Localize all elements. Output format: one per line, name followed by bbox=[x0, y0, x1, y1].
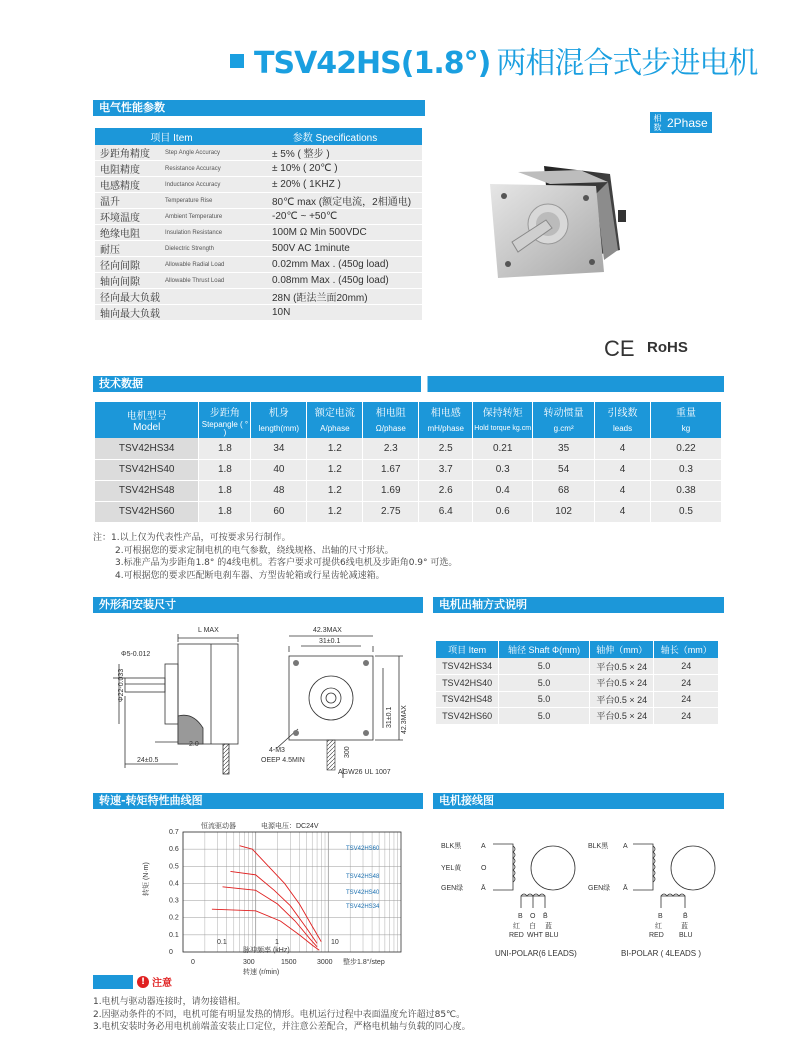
table-cell: 0.21 bbox=[473, 438, 533, 459]
ce-mark: CE bbox=[604, 336, 635, 361]
table-cell: 1.69 bbox=[363, 480, 419, 501]
svg-text:A: A bbox=[481, 843, 486, 850]
svg-text:10: 10 bbox=[331, 939, 339, 946]
table-cell: 5.0 bbox=[499, 691, 590, 708]
table-row bbox=[436, 675, 719, 692]
table-cell: 4 bbox=[595, 459, 651, 480]
caution-header: ! 注意 bbox=[137, 974, 172, 989]
y-tick-label: 0 bbox=[169, 949, 173, 956]
table-cell: 60 bbox=[251, 501, 307, 522]
svg-text:蓝: 蓝 bbox=[681, 923, 688, 930]
param-value: 100M Ω Min 500VDC bbox=[248, 225, 422, 241]
table-row bbox=[95, 257, 422, 273]
param-name-en bbox=[160, 305, 248, 321]
table-cell: 5.0 bbox=[499, 658, 590, 675]
param-value: 80℃ max (额定电流，2相通电) bbox=[248, 193, 422, 209]
torque-curve bbox=[240, 846, 322, 942]
table-cell: 0.3 bbox=[651, 459, 722, 480]
column-header: 额定电流 bbox=[307, 402, 363, 420]
svg-text:B̄: B̄ bbox=[543, 913, 548, 920]
table-cell: 0.6 bbox=[473, 501, 533, 522]
svg-text:Φ5-0.012: Φ5-0.012 bbox=[121, 651, 151, 658]
param-name: 温升 bbox=[95, 193, 160, 209]
column-header-en: A/phase bbox=[307, 420, 363, 438]
table-cell: TSV42HS34 bbox=[95, 438, 199, 459]
table-row bbox=[95, 209, 422, 225]
torque-chart bbox=[93, 816, 423, 976]
param-value: ± 10% ( 20℃ ) bbox=[248, 161, 422, 177]
table-cell: TSV42HS40 bbox=[95, 459, 199, 480]
table-cell: 68 bbox=[533, 480, 595, 501]
note-item: 4.可根据您的要求匹配断电刹车器、方型齿轮箱或行星齿轮减速箱。 bbox=[115, 570, 385, 581]
title-square-icon bbox=[230, 54, 244, 68]
svg-text:AGW26 UL 1007: AGW26 UL 1007 bbox=[338, 769, 391, 776]
table-cell: TSV42HS40 bbox=[436, 675, 499, 692]
param-value: ± 5% ( 整步 ) bbox=[248, 145, 422, 161]
svg-text:转速 (r/min): 转速 (r/min) bbox=[243, 969, 280, 976]
y-tick-label: 0.3 bbox=[169, 897, 179, 905]
svg-text:Ā: Ā bbox=[481, 885, 486, 892]
column-header: 保持转矩 bbox=[473, 402, 533, 420]
table-cell: 2.75 bbox=[363, 501, 419, 522]
svg-text:31±0.1: 31±0.1 bbox=[386, 706, 393, 728]
param-name-en: Allowable Thrust Load bbox=[160, 273, 248, 289]
table-cell: 4 bbox=[595, 501, 651, 522]
svg-text:BLU: BLU bbox=[679, 932, 693, 939]
param-name: 耐压 bbox=[95, 241, 160, 257]
table-cell: 4 bbox=[595, 480, 651, 501]
table-cell: 3.7 bbox=[419, 459, 473, 480]
section-torque: 转速-转矩特性曲线图 bbox=[93, 793, 423, 809]
table-row bbox=[95, 145, 422, 161]
phase-badge: 相数 2Phase bbox=[650, 112, 712, 133]
table-cell: 24 bbox=[654, 658, 719, 675]
svg-text:B̄: B̄ bbox=[683, 913, 688, 920]
svg-text:1500: 1500 bbox=[281, 959, 297, 966]
table-cell: 1.8 bbox=[199, 501, 251, 522]
warning-icon: ! bbox=[137, 976, 149, 988]
param-name: 轴向最大负载 bbox=[95, 305, 160, 321]
table-cell: 5.0 bbox=[499, 708, 590, 725]
table-cell: TSV42HS48 bbox=[95, 480, 199, 501]
param-name-en: Ambient Temperature bbox=[160, 209, 248, 225]
wiring-diagram bbox=[433, 830, 728, 965]
param-name-en: Resistance Accuracy bbox=[160, 161, 248, 177]
svg-text:转矩 (N·m): 转矩 (N·m) bbox=[143, 862, 150, 896]
svg-text:O: O bbox=[530, 913, 536, 920]
svg-text:RED: RED bbox=[509, 932, 524, 939]
param-name: 绝缘电阻 bbox=[95, 225, 160, 241]
table-cell: 102 bbox=[533, 501, 595, 522]
table-cell: 平台0.5 × 24 bbox=[589, 675, 654, 692]
column-header: 相电感 bbox=[419, 402, 473, 420]
svg-text:Φ22-0.033: Φ22-0.033 bbox=[118, 668, 125, 702]
svg-text:BLK黑: BLK黑 bbox=[441, 843, 462, 850]
table-cell: 1.2 bbox=[307, 501, 363, 522]
table-cell: TSV42HS60 bbox=[95, 501, 199, 522]
table-cell: 1.8 bbox=[199, 438, 251, 459]
table-cell: 平台0.5 × 24 bbox=[589, 708, 654, 725]
svg-text:O: O bbox=[481, 865, 487, 872]
svg-text:3000: 3000 bbox=[317, 959, 333, 966]
table-row bbox=[95, 305, 422, 321]
svg-text:A: A bbox=[623, 843, 628, 850]
table-cell: 1.2 bbox=[307, 480, 363, 501]
table-row bbox=[95, 459, 722, 480]
svg-text:0.1: 0.1 bbox=[217, 939, 227, 946]
caution-item: 3.电机安装时务必用电机前端盖安装止口定位，并注意公差配合，严格电机轴与负载的同心度。 bbox=[93, 1022, 471, 1032]
column-header-en: leads bbox=[595, 420, 651, 438]
svg-text:300: 300 bbox=[243, 959, 255, 966]
svg-text:0: 0 bbox=[191, 959, 195, 966]
table-cell: 5.0 bbox=[499, 675, 590, 692]
column-header-en: Ω/phase bbox=[363, 420, 419, 438]
svg-text:42.3MAX: 42.3MAX bbox=[313, 627, 342, 634]
svg-text:UNI-POLAR(6 LEADS): UNI-POLAR(6 LEADS) bbox=[495, 949, 577, 958]
svg-text:B: B bbox=[658, 913, 663, 920]
param-name-en: Inductance Accuracy bbox=[160, 177, 248, 193]
param-value: 500V AC 1minute bbox=[248, 241, 422, 257]
param-name-en: Insulation Resistance bbox=[160, 225, 248, 241]
table-cell: 54 bbox=[533, 459, 595, 480]
svg-text:31±0.1: 31±0.1 bbox=[319, 638, 341, 645]
table-row bbox=[95, 161, 422, 177]
note-item: 2.可根据您的要求定制电机的电气参数，绕线规格、出轴的尺寸形状。 bbox=[115, 545, 394, 556]
param-name-en: Dielectric Strength bbox=[160, 241, 248, 257]
y-tick-label: 0.4 bbox=[169, 880, 179, 888]
legend-entry: TSV42HS48 bbox=[346, 874, 380, 880]
param-value: -20℃ ~ +50℃ bbox=[248, 209, 422, 225]
column-header: 轴径 Shaft Φ(mm) bbox=[499, 641, 590, 658]
table-cell: TSV42HS34 bbox=[436, 658, 499, 675]
param-value: 10N bbox=[248, 305, 422, 321]
column-header-en: Model bbox=[133, 422, 161, 433]
table-cell: 0.5 bbox=[651, 501, 722, 522]
param-value: 0.08mm Max . (450g load) bbox=[248, 273, 422, 289]
column-header: 转动惯量 bbox=[533, 402, 595, 420]
svg-text:24±0.5: 24±0.5 bbox=[137, 757, 159, 764]
table-cell: 1.8 bbox=[199, 480, 251, 501]
section-electrical: 电气性能参数 bbox=[93, 100, 425, 116]
param-name-en: Step Angle Accuracy bbox=[160, 145, 248, 161]
table-cell: 24 bbox=[654, 691, 719, 708]
note-item: 注：1.以上仅为代表性产品，可按要求另行制作。 bbox=[93, 533, 291, 543]
notes bbox=[93, 532, 713, 582]
table-cell: 35 bbox=[533, 438, 595, 459]
table-row bbox=[95, 241, 422, 257]
table-row bbox=[95, 480, 722, 501]
table-row bbox=[436, 691, 719, 708]
svg-text:42.3MAX: 42.3MAX bbox=[401, 705, 408, 734]
svg-text:脉冲频率 (kHz): 脉冲频率 (kHz) bbox=[243, 947, 290, 954]
table-cell: TSV42HS60 bbox=[436, 708, 499, 725]
table-cell: 48 bbox=[251, 480, 307, 501]
svg-text:YEL黄: YEL黄 bbox=[441, 865, 462, 872]
column-header: 轴长（mm） bbox=[654, 641, 719, 658]
param-name: 电感精度 bbox=[95, 177, 160, 193]
param-name-en bbox=[160, 289, 248, 305]
page-title: TSV42HS(1.8°) 两相混合式步进电机 bbox=[230, 38, 757, 82]
section-outline: 外形和安装尺寸 bbox=[93, 597, 423, 613]
column-header-en: Stepangle ( ° ) bbox=[199, 420, 251, 438]
svg-text:300: 300 bbox=[344, 746, 351, 758]
section-shaft: 电机出轴方式说明 bbox=[433, 597, 724, 613]
table-cell: 24 bbox=[654, 708, 719, 725]
svg-text:B: B bbox=[518, 913, 523, 920]
svg-text:BLU: BLU bbox=[545, 932, 559, 939]
param-name: 轴向间隙 bbox=[95, 273, 160, 289]
table-row bbox=[95, 438, 722, 459]
column-header-en: kg bbox=[651, 420, 722, 438]
table-cell: 平台0.5 × 24 bbox=[589, 658, 654, 675]
svg-text:白: 白 bbox=[529, 923, 536, 930]
table-row bbox=[436, 658, 719, 675]
table-row bbox=[95, 193, 422, 209]
y-tick-label: 0.6 bbox=[169, 846, 179, 854]
param-name-en: Temperature Rise bbox=[160, 193, 248, 209]
y-tick-label: 0.2 bbox=[169, 914, 179, 922]
param-name: 环境温度 bbox=[95, 209, 160, 225]
param-name: 径向最大负载 bbox=[95, 289, 160, 305]
shaft-table bbox=[436, 641, 719, 725]
svg-text:Ā: Ā bbox=[623, 885, 628, 892]
svg-text:整步1.8°/step: 整步1.8°/step bbox=[343, 959, 385, 966]
table-cell: 1.67 bbox=[363, 459, 419, 480]
table-cell: 1.2 bbox=[307, 438, 363, 459]
tech-table bbox=[95, 402, 722, 523]
table-cell: 0.4 bbox=[473, 480, 533, 501]
y-tick-label: 0.5 bbox=[169, 863, 179, 871]
y-tick-label: 0.1 bbox=[169, 931, 179, 939]
column-header: 重量 bbox=[651, 402, 722, 420]
table-cell: 0.22 bbox=[651, 438, 722, 459]
y-tick-label: 0.7 bbox=[169, 829, 179, 836]
column-header: 引线数 bbox=[595, 402, 651, 420]
caution-bar bbox=[93, 975, 133, 989]
motor-image bbox=[478, 160, 628, 290]
legend-entry: TSV42HS40 bbox=[346, 890, 380, 896]
svg-text:WHT: WHT bbox=[527, 932, 543, 939]
table-row bbox=[95, 225, 422, 241]
svg-text:2.0: 2.0 bbox=[189, 741, 199, 748]
column-header-en: Hold torque kg.cm bbox=[473, 420, 533, 438]
caution-list bbox=[93, 996, 733, 1034]
svg-text:BI-POLAR ( 4LEADS ): BI-POLAR ( 4LEADS ) bbox=[621, 949, 702, 958]
table-row bbox=[95, 177, 422, 193]
column-header: 电机型号 Model bbox=[95, 402, 199, 438]
table-cell: 2.5 bbox=[419, 438, 473, 459]
table-row bbox=[95, 501, 722, 522]
torque-curve bbox=[212, 909, 319, 950]
column-header: 相电阻 bbox=[363, 402, 419, 420]
torque-curve bbox=[230, 871, 317, 943]
caution-item: 2.因驱动条件的不同，电机可能有明显发热的情形。电机运行过程中表面温度允许超过85℃。 bbox=[93, 1009, 466, 1020]
table-row bbox=[95, 289, 422, 305]
column-header: 轴伸（mm） bbox=[589, 641, 654, 658]
table-cell: TSV42HS48 bbox=[436, 691, 499, 708]
table-cell: 6.4 bbox=[419, 501, 473, 522]
table-cell: 2.3 bbox=[363, 438, 419, 459]
svg-text:电源电压：DC24V: 电源电压：DC24V bbox=[261, 823, 319, 830]
table-cell: 40 bbox=[251, 459, 307, 480]
svg-text:L MAX: L MAX bbox=[198, 627, 219, 634]
param-value: ± 20% ( 1KHZ ) bbox=[248, 177, 422, 193]
table-cell: 1.2 bbox=[307, 459, 363, 480]
table-cell: 2.6 bbox=[419, 480, 473, 501]
param-name: 径向间隙 bbox=[95, 257, 160, 273]
table-cell: 1.8 bbox=[199, 459, 251, 480]
column-header: 步距角 bbox=[199, 402, 251, 420]
legend-entry: TSV42HS60 bbox=[346, 846, 380, 852]
table-cell: 0.3 bbox=[473, 459, 533, 480]
svg-text:RED: RED bbox=[649, 932, 664, 939]
table-cell: 4 bbox=[595, 438, 651, 459]
column-header-en: length(mm) bbox=[251, 420, 307, 438]
param-name-en: Allowable Radial Load bbox=[160, 257, 248, 273]
note-item: 3.标准产品为步距角1.8° 的4线电机。若客户要求可提供6线电机及步距角0.9° 可选。 bbox=[115, 558, 458, 568]
param-name: 电阻精度 bbox=[95, 161, 160, 177]
param-value: 28N (距法兰面20mm) bbox=[248, 289, 422, 305]
column-header: 项目 Item bbox=[436, 641, 499, 658]
column-header-en: mH/phase bbox=[419, 420, 473, 438]
rohs-mark: RoHS bbox=[647, 339, 688, 356]
table-row bbox=[95, 273, 422, 289]
section-tech: 技术数据 bbox=[93, 376, 724, 392]
column-header: 机身 bbox=[251, 402, 307, 420]
svg-text:GEN绿: GEN绿 bbox=[441, 885, 464, 892]
table-cell: 0.38 bbox=[651, 480, 722, 501]
svg-text:红: 红 bbox=[655, 923, 662, 930]
electrical-table: 项目 Item 参数 Specifications 步距角精度 Step Angle Accuracy ± 5% ( 整步 ) 电阻精度 Resistance Accuracy ± 10% ( 20℃ ) 电感精度 Inductance Accuracy ± 20% ( 1KHZ ) 温升 Temperature Rise 80℃ max (额定电流，2相通电) 环境温度 Ambient Temperature -20℃ ~ +50℃ 绝缘电阻 Insulation Resistance 100M Ω Min 500VDC 耐压 Dielectric Strength 500V AC 1minute 径向间隙 Allowable Radial Load 0.02mm Max . (450g load) 轴向间隙 Allowable Thrust Load 0.08mm Max . (450g load) 径向最大负载 28N (距法兰面20mm) 轴向最大负载 10N bbox=[95, 128, 422, 321]
table-cell: 24 bbox=[654, 675, 719, 692]
table-cell: 34 bbox=[251, 438, 307, 459]
param-value: 0.02mm Max . (450g load) bbox=[248, 257, 422, 273]
section-wiring: 电机接线图 bbox=[433, 793, 724, 809]
svg-text:蓝: 蓝 bbox=[545, 923, 552, 930]
outline-drawing bbox=[93, 616, 428, 786]
svg-text:GEN绿: GEN绿 bbox=[588, 885, 611, 892]
svg-text:BLK黑: BLK黑 bbox=[588, 843, 609, 850]
table-row bbox=[436, 708, 719, 725]
svg-text:红: 红 bbox=[513, 923, 520, 930]
svg-text:4-M3: 4-M3 bbox=[269, 747, 285, 754]
svg-text:恒流驱动器: 恒流驱动器 bbox=[201, 823, 236, 830]
column-header-en: g.cm² bbox=[533, 420, 595, 438]
svg-text:OEEP 4.5MIN: OEEP 4.5MIN bbox=[261, 757, 305, 764]
caution-item: 1.电机与驱动器连接时，请勿接错相。 bbox=[93, 997, 246, 1007]
svg-text:1: 1 bbox=[275, 939, 279, 946]
legend-entry: TSV42HS34 bbox=[346, 904, 380, 910]
param-name: 步距角精度 bbox=[95, 145, 160, 161]
table-cell: 平台0.5 × 24 bbox=[589, 691, 654, 708]
